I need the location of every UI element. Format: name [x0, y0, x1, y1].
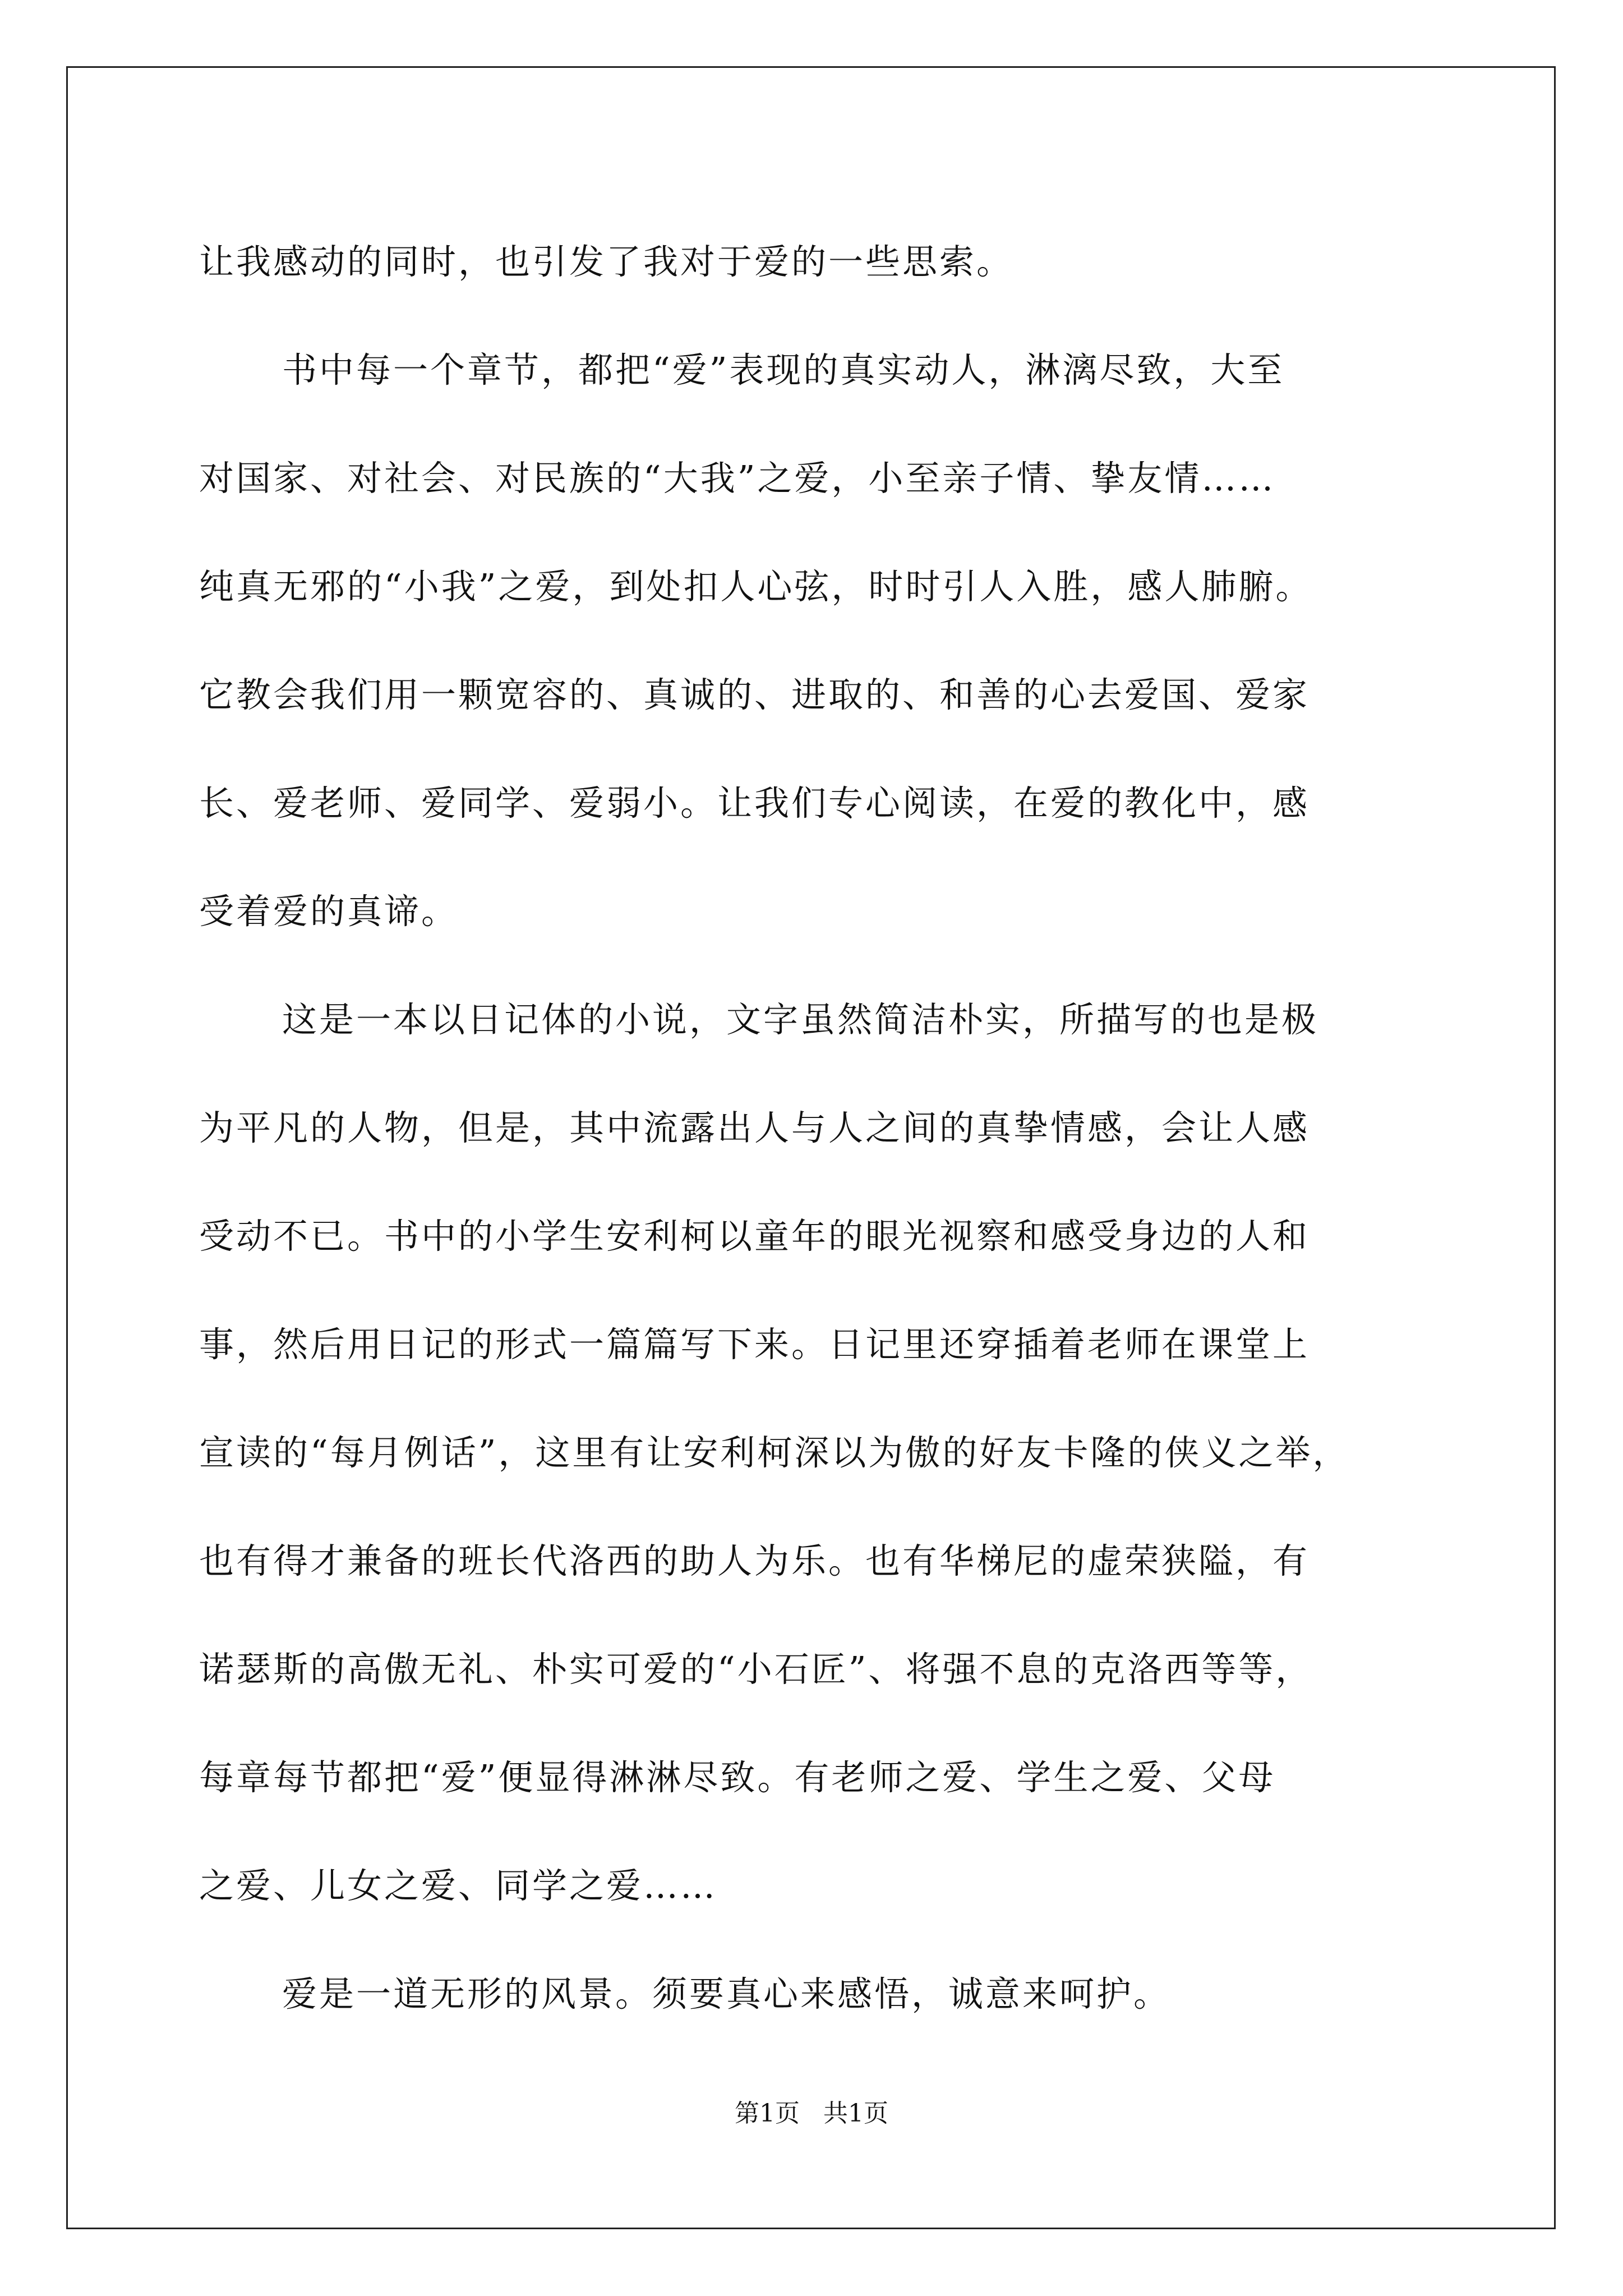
text-line: 它教会我们用一颗宽容的、真诚的、进取的、和善的心去爱国、爱家 [199, 674, 1310, 715]
text-line: 宣读的“每月例话”，这里有让安利柯深以为傲的好友卡隆的侠义之举， [199, 1432, 1350, 1473]
text-line: 也有得才兼备的班长代洛西的助人为乐。也有华梯尼的虚荣狭隘，有 [199, 1540, 1310, 1581]
page-number: 第1页 [735, 2099, 800, 2128]
text-line: 爱是一道无形的风景。须要真心来感悟，诚意来呵护。 [282, 1973, 1171, 2014]
document-body [199, 208, 1464, 2048]
text-line: 让我感动的同时，也引发了我对于爱的一些思索。 [199, 241, 1014, 282]
text-line: 为平凡的人物，但是，其中流露出人与人之间的真挚情感，会让人感 [199, 1107, 1310, 1148]
text-line: 每章每节都把“爱”便显得淋淋尽致。有老师之爱、学生之爱、父母 [199, 1757, 1276, 1798]
text-line: 受动不已。书中的小学生安利柯以童年的眼光视察和感受身边的人和 [199, 1216, 1310, 1257]
text-line: 受着爱的真谛。 [199, 891, 459, 932]
text-line: 之爱、儿女之爱、同学之爱…… [199, 1865, 718, 1906]
text-line: 事，然后用日记的形式一篇篇写下来。日记里还穿插着老师在课堂上 [199, 1324, 1310, 1365]
text-line: 纯真无邪的“小我”之爱，到处扣人心弦，时时引人入胜，感人肺腑。 [199, 566, 1313, 607]
text-line: 书中每一个章节，都把“爱”表现的真实动人，淋漓尽致，大至 [282, 349, 1285, 390]
page-footer [0, 2097, 1623, 2131]
page-total: 共1页 [823, 2099, 888, 2128]
text-line: 这是一本以日记体的小说，文字虽然简洁朴实，所描写的也是极 [282, 999, 1319, 1040]
text-line: 对国家、对社会、对民族的“大我”之爱，小至亲子情、挚友情…… [199, 458, 1276, 499]
text-line: 长、爱老师、爱同学、爱弱小。让我们专心阅读，在爱的教化中，感 [199, 783, 1310, 823]
text-line: 诺瑟斯的高傲无礼、朴实可爱的“小石匠”、将强不息的克洛西等等， [199, 1649, 1313, 1690]
